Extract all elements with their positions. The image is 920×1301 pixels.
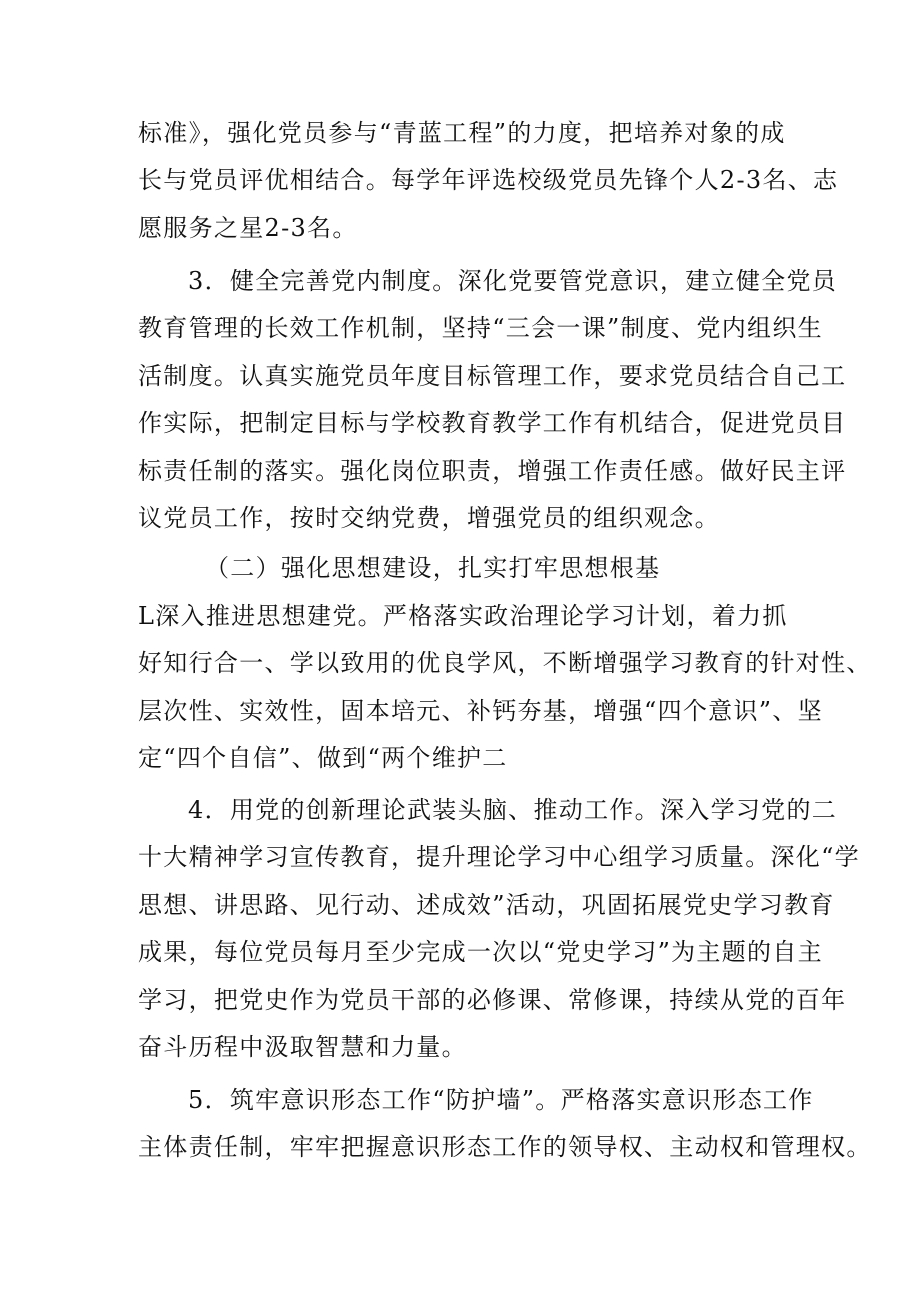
- text-line: 学习，把党史作为党员干部的必修课、常修课，持续从党的百年: [138, 986, 847, 1014]
- paragraph-3-start: 3．健全完善党内制度。深化党要管党意识，建立健全党员: [188, 267, 838, 295]
- text-line: 主体责任制，牢牢把握意识形态工作的领导权、主动权和管理权。: [138, 1133, 872, 1161]
- paragraph-5-start: 5．筑牢意识形态工作“防护墙”。严格落实意识形态工作: [188, 1086, 814, 1114]
- text-line: 活制度。认真实施党员年度目标管理工作，要求党员结合自己工: [138, 362, 847, 390]
- text-line: 教育管理的长效工作机制，坚持“三会一课”制度、党内组织生: [138, 314, 823, 342]
- text-line: 十大精神学习宣传教育，提升理论学习中心组学习质量。深化“学: [138, 843, 860, 871]
- paragraph-4-start: 4．用党的创新理论武装头脑、推动工作。深入学习党的二: [188, 796, 838, 824]
- section-heading: （二）强化思想建设，扎实打牢思想根基: [205, 554, 661, 582]
- text-line: 思想、讲思路、见行动、述成效”活动，巩固拓展党史学习教育: [138, 891, 835, 919]
- text-line: 标责任制的落实。强化岗位职责，增强工作责任感。做好民主评: [138, 457, 847, 485]
- text-line: 作实际，把制定目标与学校教育教学工作有机结合，促进党员目: [138, 409, 847, 437]
- text-line: 长与党员评优相结合。每学年评选校级党员先锋个人2-3名、志: [138, 166, 839, 194]
- text-line: 层次性、实效性，固本培元、补钙夯基，增强“四个意识”、坚: [138, 697, 823, 725]
- text-line: 议党员工作，按时交纳党费，增强党员的组织观念。: [138, 504, 720, 532]
- text-line: 标准》，强化党员参与“青蓝工程”的力度，把培养对象的成: [138, 119, 786, 147]
- text-line: 定“四个自信”、做到“两个维护二: [138, 744, 508, 772]
- text-line: 好知行合一、学以致用的优良学风，不断增强学习教育的针对性、: [138, 649, 872, 677]
- text-line: 愿服务之星2-3名。: [138, 214, 358, 242]
- text-line: 成果，每位党员每月至少完成一次以“党史学习”为主题的自主: [138, 938, 823, 966]
- paragraph-1-start: L深入推进思想建党。严格落实政治理论学习计划，着力抓: [138, 602, 788, 630]
- text-line: 奋斗历程中汲取智慧和力量。: [138, 1033, 467, 1061]
